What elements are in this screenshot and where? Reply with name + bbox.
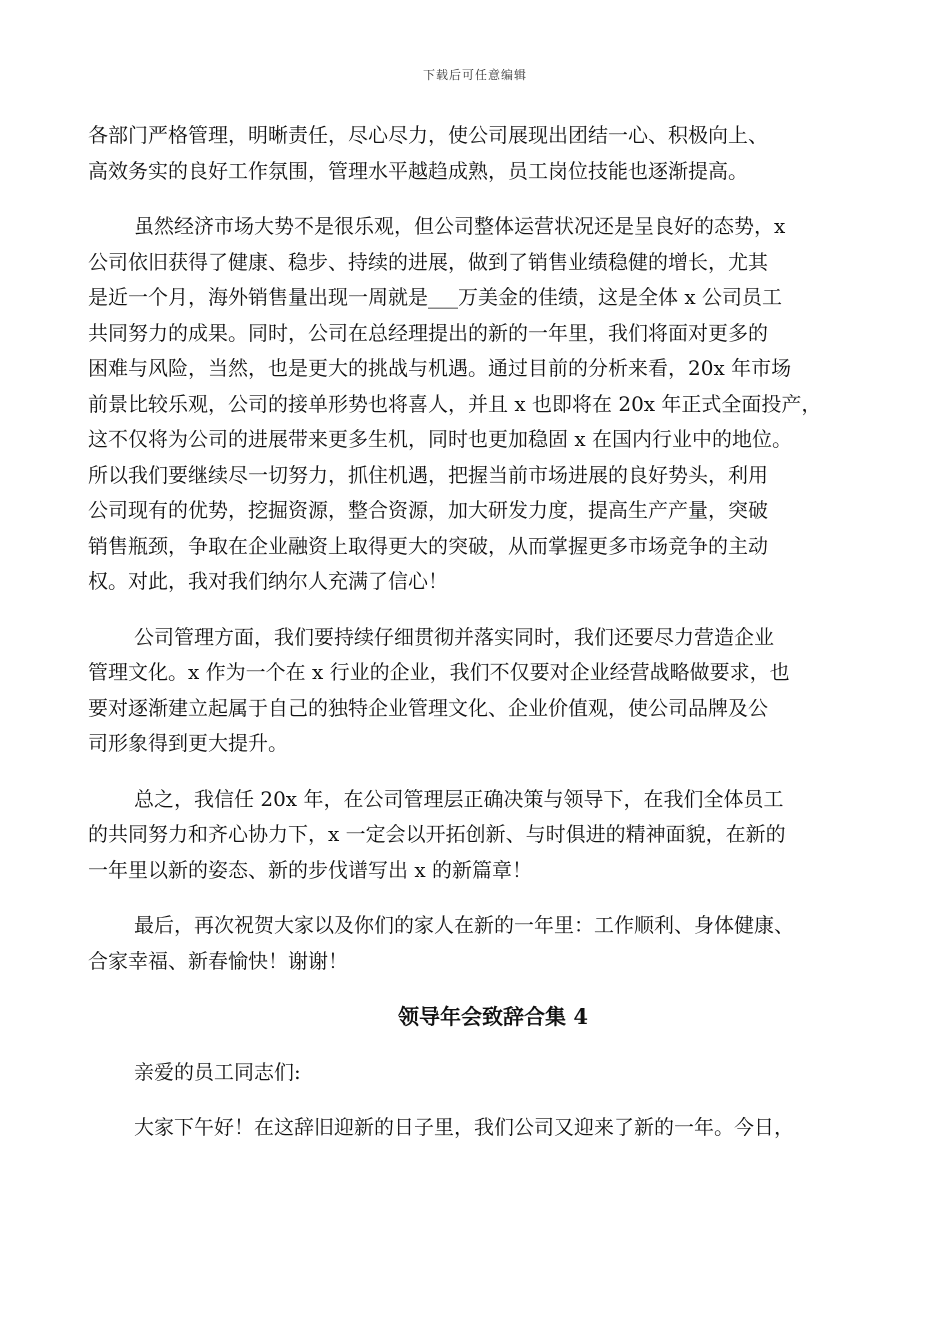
text-line: 大家下午好！在这辞旧迎新的日子里，我们公司又迎来了新的一年。今日，	[134, 1115, 794, 1139]
section-heading: 领导年会致辞合集 4	[398, 1004, 588, 1029]
text-line: 困难与风险，当然，也是更大的挑战与机遇。通过目前的分析来看，20x 年市场	[88, 356, 792, 380]
text-line: 的共同努力和齐心协力下，x 一定会以开拓创新、与时俱进的精神面貌，在新的	[88, 822, 786, 846]
text-line: 公司依旧获得了健康、稳步、持续的进展，做到了销售业绩稳健的增长，尤其	[88, 249, 768, 274]
text-line: 总之，我信任 20x 年，在公司管理层正确决策与领导下，在我们全体员工	[134, 786, 784, 811]
text-line: 是近一个月，海外销售量出现一周就是___万美金的佳绩，这是全体 x 公司员工	[88, 285, 782, 309]
paragraph-2	[88, 209, 878, 600]
opening-paragraph	[88, 1110, 878, 1146]
text-line: 销售瓶颈，争取在企业融资上取得更大的突破，从而掌握更多市场竞争的主动	[88, 533, 768, 558]
document-body	[88, 118, 878, 1146]
salutation	[88, 1055, 878, 1091]
text-line: 前景比较乐观，公司的接单形势也将喜人，并且 x 也即将在 20x 年正式全面投产，	[88, 391, 822, 416]
text-line: 最后，再次祝贺大家以及你们的家人在新的一年里：工作顺利、身体健康、	[134, 913, 794, 937]
text-line: 所以我们要继续尽一切努力，抓住机遇，把握当前市场进展的良好势头，利用	[88, 462, 768, 487]
text-line: 虽然经济市场大势不是很乐观，但公司整体运营状况还是呈良好的态势，x	[134, 214, 786, 238]
text-line: 要对逐渐建立起属于自己的独特企业管理文化、企业价值观，使公司品牌及公	[88, 695, 768, 720]
page-header: 下载后可任意编辑	[422, 68, 527, 82]
text-line: 这不仅将为公司的进展带来更多生机，同时也更加稳固 x 在国内行业中的地位。	[88, 427, 792, 451]
text-line: 管理文化。x 作为一个在 x 行业的企业，我们不仅要对企业经营战略做要求，也	[88, 660, 790, 684]
text-line: 公司现有的优势，挖掘资源，整合资源，加大研发力度，提高生产产量，突破	[88, 498, 768, 522]
text-line: 司形象得到更大提升。	[88, 731, 288, 755]
text-line: 亲爱的员工同志们:	[134, 1059, 301, 1084]
paragraph-3	[88, 620, 878, 762]
text-line: 权。对此，我对我们纳尔人充满了信心！	[88, 569, 448, 593]
text-line: 一年里以新的姿态、新的步伐谱写出 x 的新篇章！	[88, 857, 532, 882]
text-line: 高效务实的良好工作氛围，管理水平越趋成熟，员工岗位技能也逐渐提高。	[88, 158, 748, 183]
paragraph-1	[88, 118, 878, 189]
text-line: 公司管理方面，我们要持续仔细贯彻并落实同时，我们还要尽力营造企业	[134, 624, 774, 649]
text-line: 合家幸福、新春愉快！谢谢！	[88, 948, 348, 973]
text-line: 共同努力的成果。同时，公司在总经理提出的新的一年里，我们将面对更多的	[88, 320, 768, 345]
paragraph-5	[88, 908, 878, 979]
text-line: 各部门严格管理，明晰责任，尽心尽力，使公司展现出团结一心、积极向上、	[88, 123, 768, 147]
paragraph-4	[88, 782, 878, 889]
